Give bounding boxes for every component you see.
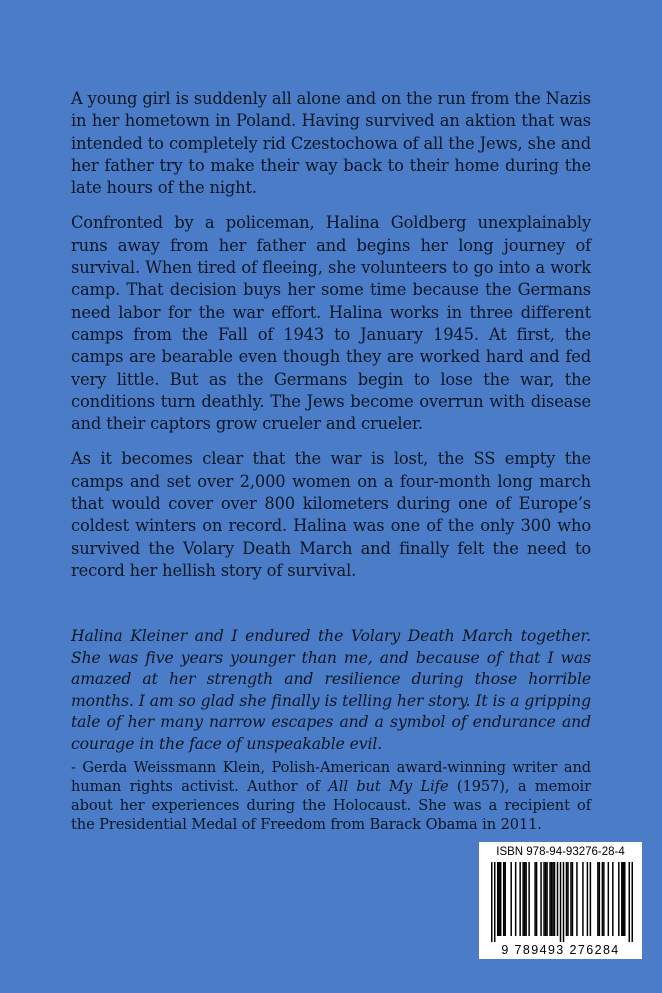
barcode-bar (608, 862, 609, 936)
barcode-bar (524, 862, 525, 936)
isbn-label: ISBN 978-94-93276-28-4 (496, 846, 625, 858)
barcode-bar (566, 862, 567, 936)
barcode-bar (536, 862, 537, 936)
barcode-bar (590, 862, 591, 936)
book-title: All but My Life (328, 778, 449, 796)
barcode-bar (519, 862, 520, 936)
barcode-bar (623, 862, 624, 936)
barcode-bar (494, 862, 495, 942)
barcode-bar (587, 862, 588, 936)
text-block (71, 88, 591, 834)
barcode-bar (540, 862, 541, 936)
barcode-bar (599, 862, 600, 936)
barcode-bar (552, 862, 553, 936)
barcode-bar (545, 862, 546, 936)
barcode-bar (572, 862, 573, 936)
barcode-bar (543, 862, 544, 936)
endorsement-attribution (71, 758, 591, 834)
barcode-bar (554, 862, 555, 936)
barcode-bar (570, 862, 571, 936)
barcode-bar (504, 862, 505, 936)
barcode-bar (503, 862, 504, 936)
synopsis-paragraph-1: A young girl is suddenly all alone and on the run from the Nazis in her hometown in Poland. Having survived an aktion that was intended to completely rid Czestochowa of all the Jews, she and her father try to make their way back to their home during the late hours of the night. (71, 89, 591, 198)
endorsement-quote: Halina Kleiner and I endured the Volary Death March together. She was five years younger than me, and because of that I was amazed at her strength and resilience during those horrible months. I am so glad she finally is telling her story. It is a gripping tale of her many narrow escapes and a symbol of endurance and courage in the face of unspeakable evil. (71, 627, 591, 753)
barcode-bar (525, 862, 526, 936)
barcode-bar (549, 862, 550, 936)
barcode-bar (576, 862, 577, 936)
barcode-bar (563, 862, 564, 942)
barcode-bar (597, 862, 598, 936)
attribution-start: - Gerda Weissmann Klein, Polish-American award-winning writer and human rights activist. Author of (71, 759, 591, 796)
attribution-end: (1957), a memoir about her experiences during the Holocaust. She was a recipient of the Presidential Medal of Freedom from Barack Obama in 2011. (71, 778, 591, 834)
barcode-bar (515, 862, 516, 936)
barcode-bar (582, 862, 583, 936)
barcode-bar (567, 862, 568, 936)
barcode-bar (510, 862, 511, 936)
synopsis-paragraph-3: As it becomes clear that the war is lost, the SS empty the camps and set over 2,000 women on a four-month long march that would cover over 800 kilometers during one of Europe’s coldest winters on record. Halina was one of the only 300 who survived the Volary Death March and finally felt the need to record her hellish story of survival. (71, 449, 591, 580)
barcode-bar (560, 862, 561, 942)
barcode-bars (491, 862, 633, 942)
barcode-bar (632, 862, 633, 942)
barcode-bar (528, 862, 529, 936)
barcode-bar (491, 862, 492, 942)
synopsis-paragraph-2: Confronted by a policeman, Halina Goldberg unexplainably runs away from her father and begins her long journey of survival. When tired of fleeing, she volunteers to go into a work camp. That decision buys her some time because the Germans need labor for the war effort. Halina works in three different camps from the Fall of 1943 to January 1945. At first, the camps are bearable even though they are worked hard and fed very little. But as the Germans begin to lose the war, the conditions turn deathly. The Jews become overrun with disease and their captors grow crueler and crueler. (71, 213, 591, 434)
barcode-bar (498, 862, 499, 936)
barcode-bar (629, 862, 630, 942)
barcode-bar (602, 862, 603, 936)
barcode-bar (546, 862, 547, 936)
barcode-bar (534, 862, 535, 936)
isbn-barcode (479, 842, 642, 959)
barcode-bar (497, 862, 498, 936)
barcode-bar (557, 862, 558, 936)
barcode-bar (621, 862, 622, 936)
barcode-bar (522, 862, 523, 936)
barcode-bar (551, 862, 552, 936)
barcode-bar (624, 862, 625, 936)
barcode-digits: 9 789493 276284 (501, 943, 620, 957)
barcode-bar (612, 862, 613, 936)
barcode-bar (500, 862, 501, 936)
barcode-bar (603, 862, 604, 936)
barcode-bar (618, 862, 619, 936)
